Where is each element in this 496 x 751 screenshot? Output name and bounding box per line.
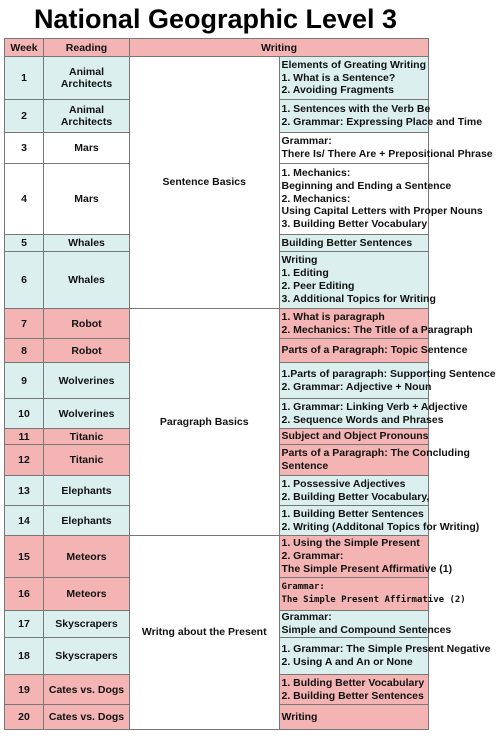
writing-line: There Is/ There Are + Prepositional Phrase <box>281 148 493 160</box>
writing-line: Subject and Object Pronouns <box>281 430 429 443</box>
week-cell: 17 <box>5 611 44 638</box>
syllabus-table <box>4 38 496 730</box>
reading-cell: Skyscrapers <box>44 611 130 638</box>
writing-line: 2. Using A and An or None <box>281 656 413 668</box>
writing-line: 1.Parts of paragraph: Supporting Sentence <box>281 367 496 380</box>
writing-line: The Simple Present Affirmative (2) <box>281 595 466 605</box>
writing-line: Writing <box>281 254 318 267</box>
writing-cell <box>279 252 436 309</box>
reading-cell: Mars <box>44 164 130 235</box>
writing-cell <box>279 100 483 133</box>
table-row <box>5 309 429 339</box>
header-reading: Reading <box>44 39 130 57</box>
week-cell: 12 <box>5 445 44 476</box>
writing-cell <box>279 476 429 506</box>
table-row <box>5 536 429 578</box>
writing-line: Simple and Compound Sentences <box>281 624 452 636</box>
writing-line: 2. Building Better Vocabulary, <box>281 490 430 503</box>
writing-line: Using Capital Letters with Proper Nouns <box>281 205 483 218</box>
writing-line: Sentence <box>281 460 329 472</box>
writing-cell <box>279 399 468 429</box>
week-cell: 14 <box>5 506 44 536</box>
week-cell: 11 <box>5 429 44 445</box>
week-cell: 7 <box>5 309 44 339</box>
writing-line: Grammar: <box>281 582 325 593</box>
writing-cell <box>279 445 470 476</box>
reading-cell: Cates vs. Dogs <box>44 675 130 705</box>
writing-line: 3. Building Better Vocabulary <box>281 218 428 231</box>
week-cell: 8 <box>5 339 44 363</box>
writing-line: 2. Building Better Sentences <box>281 689 424 702</box>
reading-cell: Whales <box>44 235 130 252</box>
week-cell: 20 <box>5 705 44 730</box>
writing-line: 1. What is a Sentence? <box>281 71 396 84</box>
writing-line: 2. Avoiding Fragments <box>281 84 394 97</box>
writing-cell <box>279 578 466 611</box>
reading-cell: Elephants <box>44 476 130 506</box>
writing-cell <box>279 536 453 578</box>
writing-cell <box>279 133 493 164</box>
writing-cell <box>279 164 483 235</box>
reading-cell: Skyscrapers <box>44 638 130 675</box>
writing-cell <box>279 363 496 399</box>
header-week: Week <box>5 39 44 57</box>
reading-cell: Meteors <box>44 536 130 578</box>
week-cell: 15 <box>5 536 44 578</box>
writing-line: Parts of a Paragraph: The Concluding <box>281 447 470 460</box>
reading-cell: Animal Architects <box>44 57 130 100</box>
page-title: National Geographic Level 3 <box>33 4 398 34</box>
section-cell: Paragraph Basics <box>130 309 280 536</box>
reading-cell: Meteors <box>44 578 130 611</box>
reading-cell: Robot <box>44 339 130 363</box>
week-cell: 4 <box>5 164 44 235</box>
writing-line: Building Better Sentences <box>281 236 413 249</box>
writing-line: 1. Possessive Adjectives <box>281 477 406 490</box>
week-cell: 1 <box>5 57 44 100</box>
writing-cell <box>279 429 429 445</box>
writing-cell <box>279 611 452 638</box>
writing-line: 2. Grammar: <box>281 550 344 563</box>
writing-line: Elements of Greating Writing <box>281 58 426 71</box>
writing-line: 1. Sentences with the Verb Be <box>281 103 431 116</box>
table-body <box>5 57 496 730</box>
writing-line: 2. Writing (Additonal Topics for Writing) <box>281 520 480 533</box>
header-row <box>5 39 429 57</box>
reading-cell: Whales <box>44 252 130 309</box>
week-cell: 5 <box>5 235 44 252</box>
week-cell: 10 <box>5 399 44 429</box>
week-cell: 6 <box>5 252 44 309</box>
reading-cell: Robot <box>44 309 130 339</box>
writing-line: 2. Grammar: Expressing Place and Time <box>281 116 483 128</box>
week-cell: 2 <box>5 100 44 133</box>
writing-line: 3. Additional Topics for Writing <box>281 292 436 305</box>
reading-cell: Wolverines <box>44 399 130 429</box>
writing-line: 2. Mechanics: <box>281 192 351 205</box>
writing-cell <box>279 57 429 100</box>
reading-cell: Wolverines <box>44 363 130 399</box>
writing-line: 1. Mechanics: <box>281 167 351 179</box>
writing-cell <box>279 675 429 705</box>
writing-line: 1. Grammar: The Simple Present Negative <box>281 643 491 656</box>
writing-line: 2. Sequence Words and Phrases <box>281 413 444 426</box>
writing-line: Grammar: <box>281 611 332 624</box>
writing-cell <box>279 309 473 339</box>
reading-cell: Animal Architects <box>44 100 130 133</box>
writing-line: 1. Building Better Sentences <box>281 507 424 520</box>
writing-line: The Simple Present Affirmative (1) <box>281 562 453 575</box>
writing-line: 1. Editing <box>281 267 329 280</box>
week-cell: 9 <box>5 363 44 399</box>
writing-cell <box>279 235 429 252</box>
writing-line: 1. Using the Simple Present <box>281 537 420 550</box>
week-cell: 16 <box>5 578 44 611</box>
writing-cell <box>279 339 468 363</box>
week-cell: 13 <box>5 476 44 506</box>
writing-cell <box>279 705 429 730</box>
writing-line: 2. Peer Editing <box>281 280 355 292</box>
writing-line: Beginning and Ending a Sentence <box>281 179 452 192</box>
week-cell: 3 <box>5 133 44 164</box>
table-row <box>5 57 429 100</box>
section-cell: Writng about the Present <box>130 536 280 730</box>
writing-line: 1. Grammar: Linking Verb + Adjective <box>281 400 468 413</box>
reading-cell: Titanic <box>44 429 130 445</box>
header-writing: Writing <box>130 39 429 57</box>
writing-line: Parts of a Paragraph: Topic Sentence <box>281 344 468 357</box>
writing-line: 2. Grammar: Adjective + Noun <box>281 380 432 393</box>
writing-line: 1. Bulding Better Vocabulary <box>281 676 425 689</box>
writing-line: Writing <box>281 710 318 723</box>
writing-line: 1. What is paragraph <box>281 310 385 323</box>
section-cell: Sentence Basics <box>130 57 280 309</box>
reading-cell: Mars <box>44 133 130 164</box>
reading-cell: Titanic <box>44 445 130 476</box>
writing-cell <box>279 506 480 536</box>
week-cell: 19 <box>5 675 44 705</box>
reading-cell: Cates vs. Dogs <box>44 705 130 730</box>
writing-line: 2. Mechanics: The Title of a Paragraph <box>281 323 473 336</box>
writing-line: Grammar: <box>281 135 332 148</box>
reading-cell: Elephants <box>44 506 130 536</box>
week-cell: 18 <box>5 638 44 675</box>
writing-cell <box>279 638 491 675</box>
